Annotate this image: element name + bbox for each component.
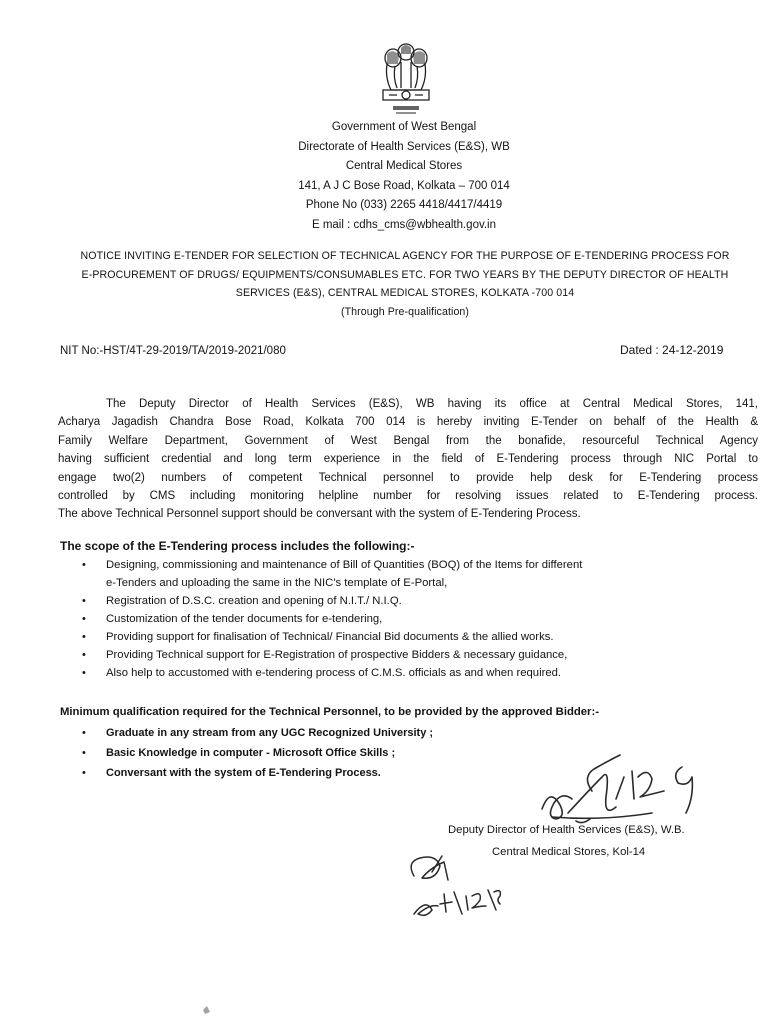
- bullet-icon: •: [82, 613, 86, 625]
- qualification-item-text: Graduate in any stream from any UGC Recognized University ;: [106, 727, 434, 739]
- body-line: controlled by CMS including monitoring helpline number for resolving issues related to E-Tendering process.: [58, 490, 758, 503]
- bullet-icon: •: [82, 727, 86, 739]
- qualification-heading: Minimum qualification required for the Technical Personnel, to be provided by the approved Bidder:-: [60, 706, 599, 718]
- body-line: The Deputy Director of Health Services (E&S), WB having its office at Central Medical Stores, 141,: [106, 398, 758, 410]
- scope-item-text: Designing, commissioning and maintenance of Bill of Quantities (BOQ) of the Items for different: [106, 559, 583, 571]
- header-line-phone: Phone No (033) 2265 4418/4417/4419: [305, 199, 503, 211]
- notice-title-subtitle: (Through Pre-qualification): [340, 305, 470, 318]
- bullet-icon: •: [82, 747, 86, 759]
- qualification-item: [82, 723, 682, 743]
- scan-mark: [200, 1004, 214, 1016]
- notice-title-line: NOTICE INVITING E-TENDER FOR SELECTION OF TECHNICAL AGENCY FOR THE PURPOSE OF E-TENDERING PROCESS FOR: [80, 250, 730, 262]
- notice-title-line: SERVICES (E&S), CENTRAL MEDICAL STORES, KOLKATA -700 014: [235, 287, 575, 299]
- bullet-icon: •: [82, 631, 86, 643]
- bullet-icon: •: [82, 649, 86, 661]
- scope-item: [82, 610, 762, 628]
- scope-item: [82, 556, 762, 592]
- signatory-office: Central Medical Stores, Kol-14: [492, 846, 646, 858]
- notice-body-paragraph: [58, 395, 758, 524]
- nit-number: NIT No:-HST/4T-29-2019/TA/2019-2021/080: [60, 345, 286, 357]
- scope-item: [82, 628, 762, 646]
- scope-item: [82, 592, 762, 610]
- bullet-icon: •: [82, 595, 86, 607]
- body-line: The above Technical Personnel support should be conversant with the system of E-Tendering Process.: [58, 508, 581, 521]
- bullet-icon: •: [82, 559, 86, 571]
- notice-date: Dated : 24-12-2019: [620, 343, 724, 357]
- body-line: Acharya Jagadish Chandra Bose Road, Kolkata 700 014 is hereby inviting E-Tender on behalf of the Health &: [58, 416, 758, 429]
- notice-title-line: E-PROCUREMENT OF DRUGS/ EQUIPMENTS/CONSUMABLES ETC. FOR TWO YEARS BY THE DEPUTY DIRECTOR OF HEALTH: [81, 268, 729, 281]
- scope-item: [82, 664, 762, 682]
- header-line-email: E mail : cdhs_cms@wbhealth.gov.in: [311, 218, 497, 231]
- body-line: engage two(2) numbers of competent Technical personnel to provide help desk for E-Tendering process: [58, 471, 758, 484]
- qualification-item-text: Conversant with the system of E-Tendering Process.: [106, 767, 381, 779]
- bullet-icon: •: [82, 667, 86, 679]
- state-emblem-icon: [371, 38, 441, 120]
- header-line-govt: Government of West Bengal: [331, 121, 477, 133]
- qualification-item-text: Basic Knowledge in computer - Microsoft Office Skills ;: [106, 747, 396, 759]
- handwritten-initials: [396, 848, 506, 928]
- notice-title: [50, 247, 760, 321]
- scope-list: [82, 556, 762, 682]
- scope-item-text-cont: e-Tenders and uploading the same in the NIC's template of E-Portal,: [106, 577, 448, 589]
- signatory-designation: Deputy Director of Health Services (E&S), W.B.: [448, 824, 685, 836]
- scope-item-text: Registration of D.S.C. creation and opening of N.I.T./ N.I.Q.: [106, 595, 402, 607]
- header-line-office: Central Medical Stores: [345, 160, 463, 172]
- scope-item-text: Also help to accustomed with e-tendering process of C.M.S. officials as and when required.: [106, 667, 562, 679]
- scope-item-text: Providing support for finalisation of Technical/ Financial Bid documents & the allied works.: [106, 631, 554, 643]
- scope-heading: The scope of the E-Tendering process includes the following:-: [60, 539, 415, 553]
- scope-item-text: Providing Technical support for E-Registration of prospective Bidders & necessary guidance,: [106, 649, 568, 661]
- header-line-directorate: Directorate of Health Services (E&S), WB: [298, 140, 510, 153]
- header-line-address: 141, A J C Bose Road, Kolkata – 700 014: [298, 179, 510, 192]
- body-line: Family Welfare Department, Government of West Bengal from the bonafide, resourceful Technical Agency: [58, 434, 758, 447]
- bullet-icon: •: [82, 767, 86, 779]
- letterhead: [0, 118, 770, 235]
- body-line: having sufficient credential and long term experience in the field of E-Tendering process through NIC Portal to: [58, 453, 758, 466]
- scope-item: [82, 646, 762, 664]
- scope-item-text: Customization of the tender documents for e-tendering,: [106, 613, 383, 625]
